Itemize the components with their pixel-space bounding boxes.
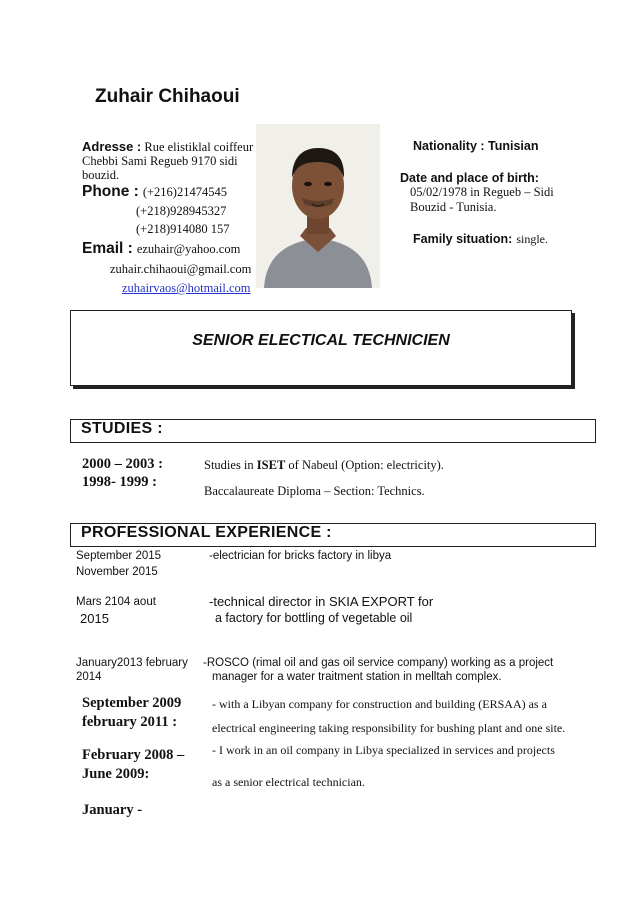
exp-2-date-2: 2015	[80, 611, 109, 626]
exp-6-date-1: January -	[82, 802, 143, 818]
email-label: Email :	[82, 240, 133, 257]
exp-5-desc-2: as a senior electrical technician.	[212, 775, 365, 789]
exp-5-date-1: February 2008 –	[82, 747, 185, 763]
birth-label: Date and place of birth:	[400, 171, 539, 185]
exp-1-date-1: September 2015	[76, 550, 162, 562]
candidate-name: Zuhair Chihaoui	[95, 86, 240, 107]
study-2-years: 1998- 1999 :	[82, 474, 157, 490]
studies-heading: STUDIES :	[81, 420, 163, 437]
exp-2-desc-2: a factory for bottling of vegetable oil	[215, 611, 413, 625]
phone-1: (+216)21474545	[142, 185, 227, 199]
exp-4-date-1: September 2009	[82, 695, 182, 711]
experience-heading-box	[70, 523, 596, 547]
study-1-years: 2000 – 2003 :	[82, 456, 163, 472]
exp-3-desc-2: manager for a water traitment station in melltah complex.	[212, 671, 502, 683]
study-2-desc: Baccalaureate Diploma – Section: Technics.	[204, 484, 425, 498]
phone-2: (+218)928945327	[136, 204, 227, 218]
address-text-1: Rue elistiklal coiffeur	[144, 140, 254, 154]
phone-3: (+218)914080 157	[136, 222, 230, 236]
email-1[interactable]: ezuhair@yahoo.com	[136, 242, 241, 256]
study-1-desc-post: of Nabeul (Option: electricity).	[285, 458, 444, 472]
exp-4-desc-2: electrical engineering taking responsibility for bushing plant and one site.	[212, 721, 566, 735]
experience-heading: PROFESSIONAL EXPERIENCE :	[81, 524, 332, 541]
profile-photo	[256, 124, 380, 288]
study-1-desc	[204, 458, 444, 473]
job-title-box	[70, 310, 572, 386]
nationality: Nationality : Tunisian	[413, 139, 539, 153]
exp-3-date-1: January2013 february	[76, 657, 188, 669]
address-line-3: bouzid.	[82, 168, 120, 182]
address-label: Adresse :	[82, 139, 142, 154]
exp-1-date-2: November 2015	[76, 566, 158, 578]
exp-4-desc-1: - with a Libyan company for construction and building (ERSAA) as a	[212, 697, 547, 711]
family-value: single.	[516, 232, 548, 246]
study-1-desc-bold: ISET	[256, 458, 286, 472]
exp-4-date-2: february 2011 :	[82, 714, 178, 730]
exp-2-date-1: Mars 2104 aout	[76, 596, 156, 608]
exp-5-date-2: June 2009:	[82, 766, 150, 782]
exp-2-desc-1: -technical director in SKIA EXPORT for	[209, 594, 434, 609]
exp-3-date-2: 2014	[76, 671, 102, 683]
address-line-2: Chebbi Sami Regueb 9170 sidi	[82, 154, 238, 168]
studies-heading-box	[70, 419, 596, 443]
phone-row	[82, 183, 227, 201]
job-title: SENIOR ELECTICAL TECHNICIEN	[192, 332, 450, 349]
birth-line-1: 05/02/1978 in Regueb – Sidi	[410, 185, 554, 199]
email-2[interactable]: zuhair.chihaoui@gmail.com	[110, 262, 252, 276]
exp-5-desc-1: - I work in an oil company in Libya specialized in services and projects	[212, 743, 555, 757]
family-row	[413, 230, 548, 248]
phone-label: Phone :	[82, 183, 139, 200]
person-portrait-icon	[256, 124, 380, 288]
email-row	[82, 240, 240, 258]
exp-3-desc-1: -ROSCO (rimal oil and gas oil service company) working as a project	[203, 657, 554, 669]
exp-1-desc: -electrician for bricks factory in libya	[209, 550, 392, 562]
email-3-link[interactable]: zuhairvaos@hotmail.com	[122, 281, 251, 295]
birth-line-2: Bouzid - Tunisia.	[410, 200, 497, 214]
family-label: Family situation:	[413, 232, 513, 246]
address-line-1	[82, 139, 253, 155]
study-1-desc-pre: Studies in	[204, 458, 257, 472]
